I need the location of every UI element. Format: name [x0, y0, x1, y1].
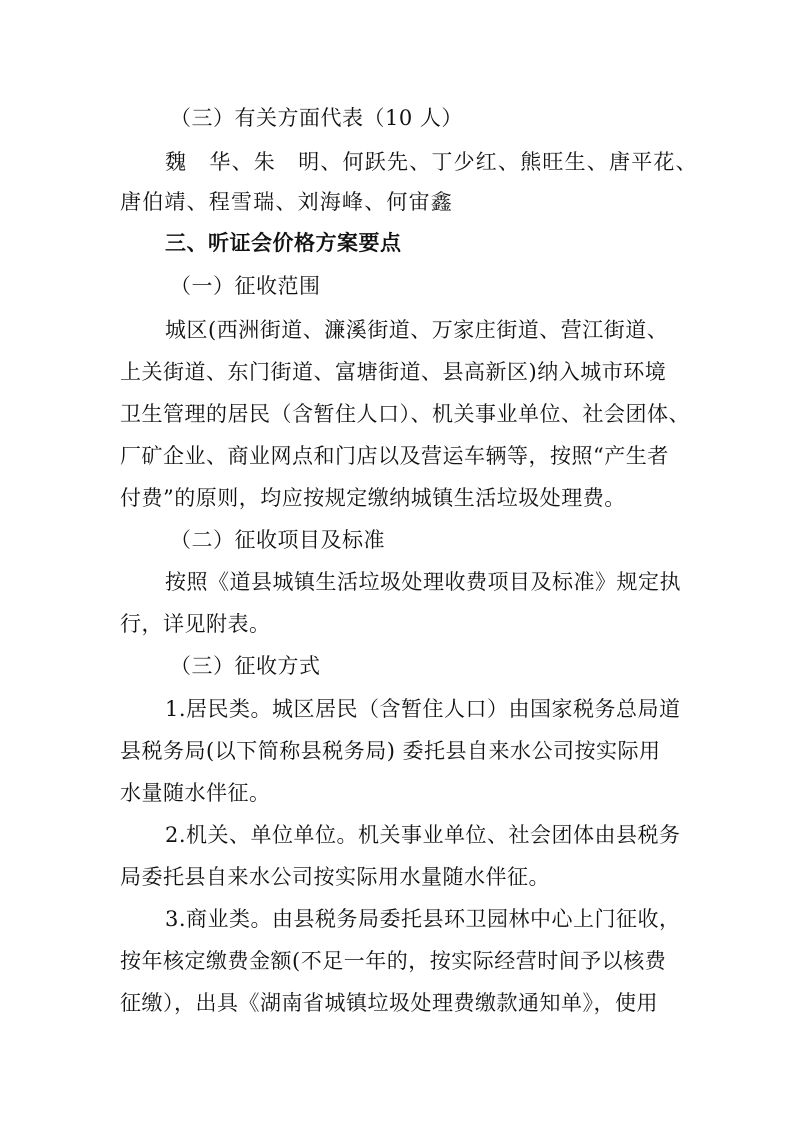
item-1-line-2: 县税务局(以下简称县税务局) 委托县自来水公司按实际用: [120, 739, 661, 763]
scope-line-4: 厂矿企业、商业网点和门店以及营运车辆等，按照“产生者: [120, 444, 669, 468]
standard-line-1: 按照《道县城镇生活垃圾处理收费项目及标准》规定执: [165, 570, 681, 594]
sub-heading-standards: （二）征收项目及标准: [170, 528, 385, 552]
standard-line-2: 行，详见附表。: [120, 612, 271, 636]
scope-line-1: 城区(西洲街道、濂溪街道、万家庄街道、营江街道、: [165, 318, 669, 342]
scope-line-3: 卫生管理的居民（含暂住人口）、机关事业单位、社会团体、: [120, 402, 690, 426]
scope-line-5: 付费”的原则，均应按规定缴纳城镇生活垃圾处理费。: [120, 486, 626, 510]
item-3-line-1: 3.商业类。由县税务局委托县环卫园林中心上门征收，: [165, 907, 681, 931]
reps-line-2: 唐伯靖、程雪瑞、刘海峰、何宙鑫: [120, 190, 453, 214]
item-3-line-3: 征缴），出具《湖南省城镇垃圾处理费缴款通知单》，使用: [120, 991, 658, 1015]
item-2-line-2: 局委托县自来水公司按实际用水量随水伴征。: [120, 865, 550, 889]
sub-heading-scope: （一）征收范围: [170, 274, 321, 298]
item-2-line-1: 2.机关、单位单位。机关事业单位、社会团体由县税务: [165, 823, 681, 847]
sub-heading-method: （三）征收方式: [170, 654, 321, 678]
scope-line-2: 上关街道、东门街道、富塘街道、县高新区)纳入城市环境: [120, 360, 667, 384]
item-1-line-1: 1.居民类。城区居民（含暂住人口）由国家税务总局道: [165, 697, 681, 721]
section-3-reps-heading: （三）有关方面代表（10 人）: [170, 106, 463, 130]
main-heading: 三、听证会价格方案要点: [165, 231, 402, 255]
reps-line-1: 魏 华、朱 明、何跃先、丁少红、熊旺生、唐平花、: [165, 150, 698, 174]
item-3-line-2: 按年核定缴费金额(不足一年的，按实际经营时间予以核费: [120, 949, 667, 973]
item-1-line-3: 水量随水伴征。: [120, 781, 271, 805]
